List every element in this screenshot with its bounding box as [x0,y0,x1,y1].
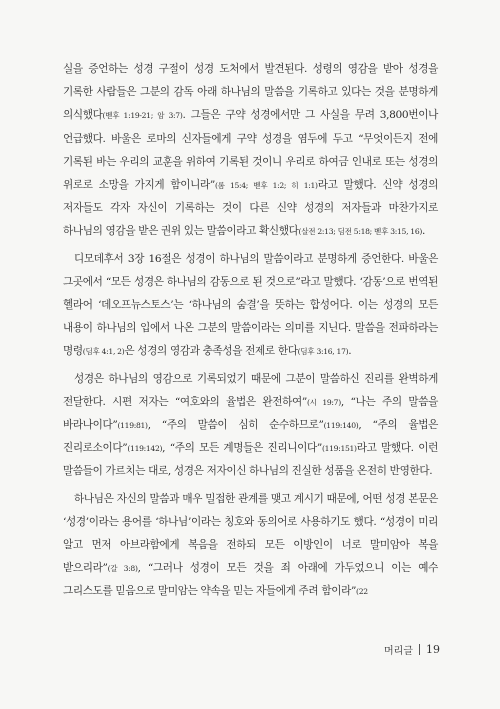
running-footer-title: 머리글 [384,646,413,657]
paragraph-text: . 그들은 구약 성경에서만 그 사실을 무려 3,800번이나 언급했다. 바울은 로마의 신자들에게 구약 성경을 염두에 두고 “무엇이든지 전에 기록된 바는 우리의 교훈을 위하여 기록된 것이니 우리로 하여금 인내로 또는 성경의 위로로 소망을 가지게 함이니라” [63,109,438,192]
scripture-reference: (벧후 1:19-21; 암 3:7) [102,111,183,121]
footer-separator [419,644,420,655]
paragraph-text: 라고 말했다. 신약 성경의 저자들도 각자 자신이 기록하는 것이 다른 신약 성경의 저자들과 마찬가지로 하나님의 영감을 받은 권위 있는 말씀이라고 확신했다 [63,179,438,238]
scripture-reference: (119:140) [323,421,359,431]
scripture-reference: (딤후 4:1, 2) [82,347,125,357]
paragraph-text: 하나님은 자신의 말씀과 매우 밀접한 관계를 맺고 계시기 때문에, 어떤 성경 본문은 ‘성경’이라는 용어를 ‘하나님’이라는 칭호와 동의어로 사용하기도 했다. “성경이 미리 알고 먼저 아브라함에게 복음을 전하되 모든 이방인이 너로 말미암아 복을 받으리라” [63,492,438,575]
page-number: 19 [426,643,440,656]
page-footer [384,642,440,657]
paragraph-text: 라고 말했다. 이런 말씀들이 가르치는 대로, 성경은 저자이신 하나님의 진실한 성품을 온전히 반영한다. [63,442,438,478]
paragraph-text: 성경은 하나님의 영감으로 기록되었기 때문에 그분이 말씀하신 진리를 완벽하게 전달한다. 시편 저자는 “여호와의 율법은 완전하여” [63,372,438,408]
paragraph-text: . [348,345,352,358]
paragraph [63,248,438,364]
scripture-reference: (롬 15:4; 벧후 1:2; 히 1:1) [215,181,318,191]
paragraph-text: , “그러나 성경이 모든 것을 죄 아래에 가두었으니 이는 예수 그리스도를 믿음으로 말미암는 약속을 믿는 자들에게 주려 함이라” [63,562,438,598]
paragraph-text: , “나는 주의 말씀을 바라나이다” [63,395,439,432]
paragraph-text: 디모데후서 3장 16절은 성경이 하나님의 말씀이라고 분명하게 증언한다. 바울은 그곳에서 “모든 성경은 하나님의 감동으로 된 것으로”라고 말했다. ‘감동’으로 번역된 헬라어 ‘데오프뉴스토스’는 ‘하나님의 숨결’을 뜻하는 합성어다. 이는 성경의 모든 내용이 하나님의 입에서 나온 그분의 말씀이라는 의미를 지닌다. 말씀을 전파하라는 명령 [63,252,438,358]
scripture-reference: (살전 2:13; 딤전 5:18; 벧후 3:15, 16) [298,227,423,237]
scripture-reference: (딤후 3:16, 17) [297,347,349,357]
paragraph-text: . [422,225,426,238]
paragraph-text: 실을 증언하는 성경 구절이 성경 도처에서 발견된다. 성령의 영감을 받아 성경을 기록한 사람들은 그분의 감독 아래 하나님의 말씀을 기록하고 있다는 것을 분명하게 의식했다 [63,63,438,122]
scripture-reference: (갈 3:8) [107,564,138,574]
paragraph [63,488,438,604]
paragraph-text: , “주의 율법은 진리로소이다” [63,419,438,455]
scripture-reference: (22 [356,587,368,597]
paragraph-text: , “주의 말씀이 심히 순수하므로” [147,419,324,432]
paragraph-text: 은 성경의 영감과 충족성을 전제로 한다 [124,345,298,358]
paragraph-text: , “주의 모든 계명들은 진리니이다” [162,442,322,455]
paragraph [63,58,438,244]
scripture-reference: (119:81) [117,421,148,431]
paragraph [63,368,438,484]
body-text [63,58,438,604]
scripture-reference: (119:142) [127,444,163,454]
scripture-reference: (시 19:7) [306,397,341,407]
scripture-reference: (119:151) [321,444,357,454]
